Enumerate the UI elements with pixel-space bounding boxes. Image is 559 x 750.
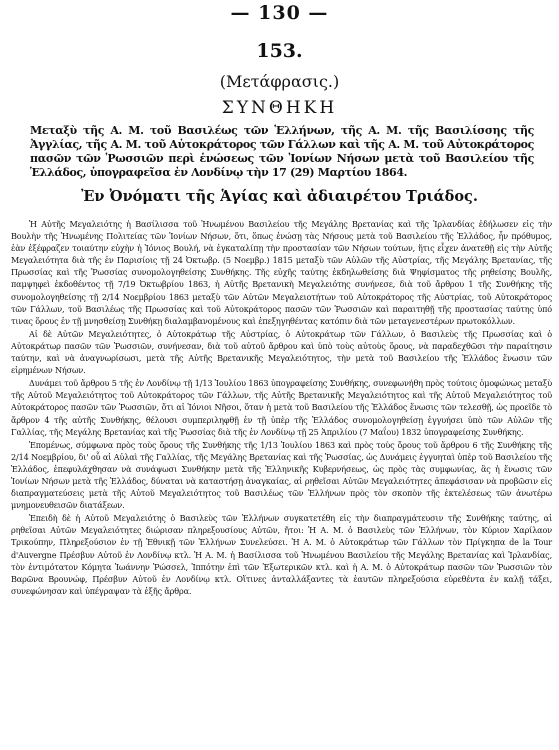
body-paragraph: Αἱ δὲ Αὐτῶν Μεγαλειότητες, ὁ Αὐτοκράτωρ τῆς Αὐστρίας, ὁ Αὐτοκράτωρ τῶν Γάλλων, ὁ Βασιλεὺς τῆς Πρωσσίας καὶ ὁ Αὐτοκράτωρ πασῶν τῶν Ῥωσσιῶν, συνήνεσαν, διὰ τοῦ αὐτοῦ ἄρθρου καὶ ὑπὸ τοὺς αὐτοὺς ὅρους, νὰ παραδεχθῶσι τὴν παραίτησιν ταύτην, καὶ νὰ ἀναγνωρίσωσι, μετὰ τῆς Αὐτῆς Βρετανικῆς Μεγαλειότητος, τὴν μετὰ τοῦ Βασιλείου τῆς Ἑλλάδος ἕνωσιν τῶν εἰρημένων Νήσων. — [11, 328, 552, 376]
body-paragraph: Ἐπομένως, σύμφωνα πρὸς τοὺς ὅρους τῆς Συνθήκης τῆς 1/13 Ἰουλίου 1863 καὶ πρὸς τοὺς ὅρους τοῦ ἄρθρου 6 τῆς Συνθήκης τῆς 2/14 Νοεμβρίου, δι' οὗ αἱ Αὐλαὶ τῆς Γαλλίας, τῆς Μεγάλης Βρετανίας καὶ τῆς Ῥωσσίας, ὡς Δυνάμεις ἐγγυηταὶ ὑπὲρ τοῦ Βασιλείου τῆς Ἑλλάδος, ἐπεφυλάχθησαν νὰ συνάψωσι Συνθήκην μετὰ τῆς Ἑλληνικῆς Κυβερνήσεως, ὡς πρὸς τὰς συμφωνίας, ἃς ἡ ἕνωσις τῶν Ἰονίων Νήσων μετὰ τῆς Ἑλλάδος, δύναται νὰ καταστήσῃ ἀναγκαίας, αἱ ρηθεῖσαι Αὐτῶν Μεγαλειότητες ἀπεφάσισαν νὰ προβῶσιν εἰς διαπραγματεύσεις μετὰ τῆς Αὐτοῦ Μεγαλειότητος τοῦ Βασιλέως τῶν Ἑλλήνων πρὸς τὸν σκοπὸν τῆς ἐκτελέσεως τῶν ἀνωτέρω μνημονευθεισῶν διατάξεων. — [11, 439, 552, 511]
body-paragraph: Ἡ Αὐτῆς Μεγαλειότης ἡ Βασίλισσα τοῦ Ἡνωμένου Βασιλείου τῆς Μεγάλης Βρετανίας καὶ τῆς Ἰρλανδίας ἐδήλωσεν εἰς τὴν Βουλὴν τῆς Ἡνωμένης Πολιτείας τῶν Ἰονίων Νήσων, ὅτι, ὅπως ἑνώσῃ τὰς Νήσους μετὰ τοῦ Βασιλείου τῆς Ἑλλάδος, ἦν πρόθυμος, ἐὰν ἐξέφραζεν τοιαύτην εὐχὴν ἡ Ἰόνιος Βουλή, νὰ ἐγκαταλίπῃ τὴν προστασίαν τῶν Νήσων τούτων, ἥτις εἶχεν ἀνατεθῇ εἰς τὴν Αὐτῆς Μεγαλειότητα διὰ τῆς ἐν Παρισίοις τῇ 24 Ὀκτωβρ. (5 Νοεμβρ.) 1815 μεταξὺ τῶν Αὐλῶν τῆς Αὐστρίας, τῆς Μεγάλης Βρετανίας, τῆς Πρωσσίας καὶ τῆς Ῥωσσίας συνομολογηθείσης Συνθήκης. Τῆς εὐχῆς ταύτης ἐκδηλωθείσης διὰ Ψηφίσματος τῆς ρηθείσης Βουλῆς, παμψηφεὶ ἐκδοθέντος τῇ 7/19 Ὀκτωβρίου 1863, ἡ Αὐτῆς Βρετανικὴ Μεγαλειότης συνήνεσε, διὰ τοῦ ἄρθρου 1 τῆς Συνθήκης τῆς συνομολογηθείσης τῇ 2/14 Νοεμβρίου 1863 μεταξὺ τῶν Αὐτῶν Μεγαλειοτήτων τοῦ Αὐτοκράτορος τῆς Αὐστρίας, τοῦ Αὐτοκράτορος τῶν Γάλλων, τοῦ Βασιλέως τῆς Πρωσσίας καὶ τοῦ Αὐτοκράτορος πασῶν τῶν Ῥωσσιῶν καὶ παραιτηθῇ τῆς προστασίας ταύτης ὑπό τινας ὅρους ἐν τῇ μνησθείσῃ Συνθήκῃ διαλαμβανομένους καὶ ἐπεξηγηθέντας κατόπιν διὰ τῶν μεταγενεστέρων πρωτοκόλλων. — [11, 219, 552, 326]
document-number: 153. — [256, 40, 303, 62]
body-paragraph: Δυνάμει τοῦ ἄρθρου 5 τῆς ἐν Λονδίνῳ τῇ 1/13 Ἰουλίου 1863 ὑπογραφείσης Συνθήκης, συνεφωνήθη πρὸς τούτοις ὁμοφώνως μεταξὺ τῆς Αὐτοῦ Μεγαλειότητος τοῦ Αὐτοκράτορος τῶν Γάλλων, τῆς Αὐτῆς Βρετανικῆς Μεγαλειότητος καὶ τῆς Αὐτοῦ Μεγαλειότητος τοῦ Αὐτοκράτορος πασῶν τῶν Ῥωσσιῶν, ὅτι αἱ Ἰόνιοι Νῆσοι, ὅταν ἡ μετὰ τοῦ Βασιλείου τῆς Ἑλλάδος ἕνωσις τῶν τελεσθῇ, ὡς προεῖδε τὸ ἄρθρον 4 τῆς αὐτῆς Συνθήκης, θέλουσι συμπεριληφθῇ ἐν τῇ ὑπὲρ τῆς Ἑλλάδος συνομολογηθείσῃ ἐγγυήσει ὑπὸ τῶν Αὐλῶν τῆς Γαλλίας, τῆς Μεγάλης Βρετανίας καὶ τῆς Ῥωσσίας διὰ τῆς ἐν Λονδίνῳ τῇ 25 Ἀπριλίου (7 Μαΐου) 1832 ὑπογραφείσης Συνθήκης. — [11, 378, 552, 437]
body-paragraph: Ἐπειδὴ δὲ ἡ Αὐτοῦ Μεγαλειότης ὁ Βασιλεὺς τῶν Ἑλλήνων συγκατετέθη εἰς τὴν διαπραγμάτευσιν τῆς Συνθήκης ταύτης, αἱ ρηθεῖσαι Αὐτῶν Μεγαλειότητες διώρισαν πληρεξουσίους Αὐτῶν, ἤτοι: Ἡ Α. Μ. ὁ Βασιλεὺς τῶν Ἑλλήνων, τὸν Κύριον Χαρίλαον Τρικούπην, Πληρεξούσιον ἐν τῇ Ἐθνικῇ τῶν Ἑλλήνων Συνελεύσει. Ἡ Α. Μ. ὁ Αὐτοκράτωρ τῶν Γάλλων τὸν Πρίγκηπα de la Tour d'Auvergne Πρέσβυν Αὐτοῦ ἐν Λονδίνῳ κτλ. Ἡ Α. Μ. ἡ Βασίλισσα τοῦ Ἡνωμένου Βασιλείου τῆς Μεγάλης Βρετανίας καὶ Ἰρλανδίας, τὸν ἐντιμότατον Κόμητα Ἰωάννην Ῥώσσελ, Ἰππότην ἐπὶ τῶν Ἐξωτερικῶν κτλ. καὶ ἡ Α. Μ. ὁ Αὐτοκράτωρ πασῶν τῶν Ῥωσσιῶν τὸν Βαρῶνα Βρουνώφ, Πρέσβυν Αὐτοῦ ἐν Λονδίνῳ κτλ. Οἵτινες ἀνταλλάξαντες τὰ ἑαυτῶν πληρεξούσια εὑρεθέντα ἐν καλῇ τάξει, συνεφώνησαν καὶ ὑπέγραψαν τὰ ἑξῆς ἄρθρα. — [11, 513, 552, 596]
page-number: — 130 — — [230, 2, 329, 24]
document-title: ΣΥΝΘΗΚΗ — [221, 98, 338, 118]
invocation-heading: Ἐν Ὀνόματι τῆς Ἁγίας καὶ ἀδιαιρέτου Τριάδος. — [81, 188, 478, 205]
translation-note: (Μετάφρασις.) — [219, 72, 340, 91]
document-body — [11, 218, 552, 598]
treaty-preamble: Μεταξὺ τῆς Α. Μ. τοῦ Βασιλέως τῶν Ἑλλήνων, τῆς Α. Μ. τῆς Βασιλίσσης τῆς Ἀγγλίας, τῆς Α. Μ. τοῦ Αὐτοκράτορος τῶν Γάλλων καὶ τῆς Α. Μ. τοῦ Αὐτοκράτορος πασῶν τῶν Ῥωσσιῶν περὶ ἑνώσεως τῶν Ἰονίων Νήσων μετὰ τοῦ Βασιλείου τῆς Ἑλλάδος, ὑπογραφεῖσα ἐν Λονδίνῳ τὴν 17 (29) Μαρτίου 1864. — [30, 124, 534, 179]
